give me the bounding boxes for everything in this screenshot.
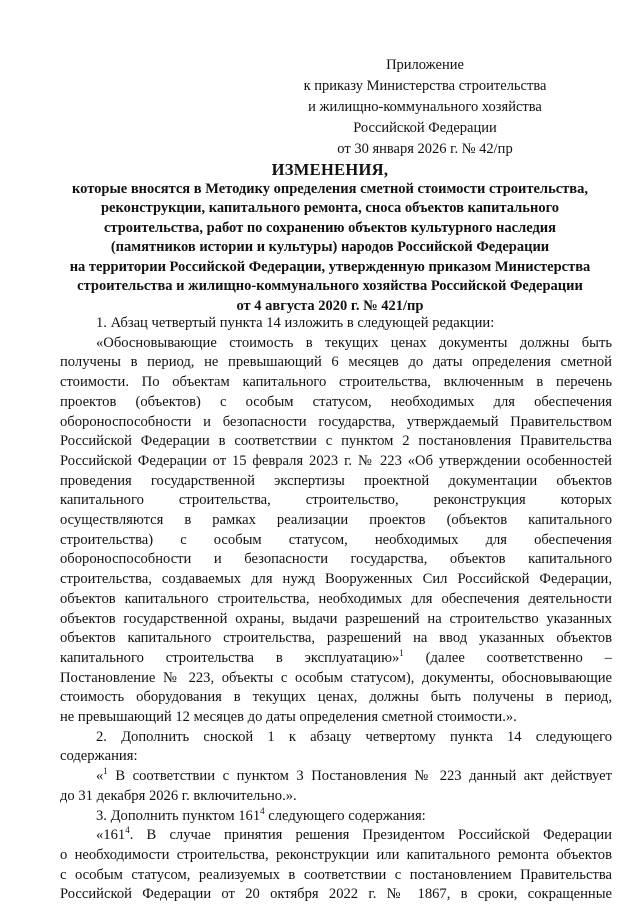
body-text-fragment: « bbox=[96, 768, 104, 785]
body-line: объектов государственной охраны, выдачи разрешений на строительство указанных bbox=[60, 610, 612, 627]
heading-line: от 4 августа 2020 г. № 421/пр bbox=[236, 297, 424, 314]
body-line: капитального строительства, строительство, реконструкция которых bbox=[60, 492, 612, 509]
body-line: до 31 декабря 2026 г. включительно.». bbox=[60, 787, 297, 804]
footnote-marker: 1 bbox=[399, 647, 404, 658]
body-line: Российской Федерации в соответствии с пунктом 2 постановления Правительства bbox=[60, 433, 612, 450]
appendix-line: от 30 января 2026 г. № 42/пр bbox=[337, 141, 513, 157]
heading-line: которые вносятся в Методику определения сметной стоимости строительства, bbox=[72, 180, 588, 197]
body-line: стоимости. По объектам капитального строительства, включенным в перечень bbox=[60, 374, 612, 391]
appendix-line: Российской Федерации bbox=[353, 120, 497, 136]
body-line: объектов капитального строительства, необходимых для обеспечения деятельности bbox=[60, 590, 612, 607]
body-line-footnote-ref bbox=[60, 649, 612, 669]
body-line: получены в период, не превышающий 6 месяцев до даты определения сметной bbox=[60, 354, 612, 371]
body-line: с особым статусом, реализуемых в соответствии с постановлением Правительства bbox=[60, 866, 612, 883]
appendix-block bbox=[300, 55, 550, 160]
body-line: не превышающий 12 месяцев до даты определения сметной стоимости.». bbox=[60, 709, 517, 726]
superscript-index: 4 bbox=[260, 805, 265, 816]
body-line: «Обосновывающие стоимость в текущих ценах документы должны быть bbox=[96, 334, 612, 351]
body-line: стоимость оборудования в текущих ценах, должны быть получены в период, bbox=[60, 689, 612, 706]
body-line: содержания: bbox=[60, 748, 138, 765]
body-line: Российской Федерации от 20 октября 2022 г. № 1867, в сроки, сокращенные bbox=[60, 886, 612, 903]
appendix-line: к приказу Министерства строительства bbox=[303, 78, 547, 94]
body-line: строительства, создаваемых для нужд Вооруженных Сил Российской Федерации, bbox=[60, 571, 612, 588]
body-text-fragment: . В случае принятия решения Президентом Российской Федерации bbox=[129, 827, 612, 844]
appendix-line: Приложение bbox=[386, 57, 464, 73]
superscript-index: 4 bbox=[125, 825, 130, 836]
body-line: Российской Федерации от 15 февраля 2023 г. № 223 «Об утверждении особенностей bbox=[60, 452, 612, 469]
footnote-marker: 1 bbox=[103, 766, 108, 777]
body-line: проектов (объектов) с особым статусом, необходимых для обеспечения bbox=[60, 393, 612, 410]
document-heading bbox=[50, 160, 610, 316]
item-3-heading bbox=[60, 807, 612, 827]
item-2-heading: 2. Дополнить сноской 1 к абзацу четвертому пункта 14 следующего bbox=[96, 728, 612, 745]
body-text-fragment: капитального строительства в эксплуатацию» bbox=[60, 649, 400, 666]
body-line: о необходимости строительства, реконструкции или капитального ремонта объектов bbox=[60, 846, 612, 863]
body-text-fragment: (далее соответственно – bbox=[403, 649, 612, 666]
point-161-4-line bbox=[60, 826, 612, 846]
body-text-fragment: В соответствии с пунктом 3 Постановления № 223 данный акт действует bbox=[107, 768, 612, 785]
body-text-fragment: «161 bbox=[96, 827, 126, 844]
body-line: осуществляются в рамках реализации проектов (объектов капитального bbox=[60, 512, 612, 529]
body-line: Постановление № 223, объекты с особым статусом), документы, обосновывающие bbox=[60, 669, 612, 686]
body-line: обороноспособности и безопасности государства, утверждаемый Правительством bbox=[60, 413, 612, 430]
heading-title: ИЗМЕНЕНИЯ, bbox=[271, 160, 389, 179]
heading-line: на территории Российской Федерации, утвержденную приказом Министерства bbox=[69, 258, 591, 275]
appendix-line: и жилищно-коммунального хозяйства bbox=[308, 99, 542, 115]
heading-line: строительства и жилищно-коммунального хозяйства Российской Федерации bbox=[77, 278, 583, 294]
document-body bbox=[60, 314, 612, 905]
heading-line: строительства, работ по сохранению объектов культурного наследия bbox=[103, 219, 556, 236]
body-line: обороноспособности и безопасности государства, объектов капитального bbox=[60, 551, 612, 568]
body-line: объектов капитального строительства, разрешений на ввод указанных объектов bbox=[60, 630, 612, 647]
footnote-text-line bbox=[60, 767, 612, 787]
body-text-fragment: 3. Дополнить пунктом 161 bbox=[96, 807, 261, 824]
body-text-fragment: следующего содержания: bbox=[264, 807, 426, 824]
heading-line: (памятников истории и культуры) народов Российской Федерации bbox=[110, 239, 550, 255]
body-line: проведения государственной экспертизы проектной документации объектов bbox=[60, 472, 612, 489]
body-line: строительства) с особым статусом, необходимых для обеспечения bbox=[60, 531, 612, 548]
item-1-heading: 1. Абзац четвертый пункта 14 изложить в следующей редакции: bbox=[96, 315, 495, 331]
heading-line: реконструкции, капитального ремонта, сноса объектов капитального bbox=[100, 200, 560, 216]
